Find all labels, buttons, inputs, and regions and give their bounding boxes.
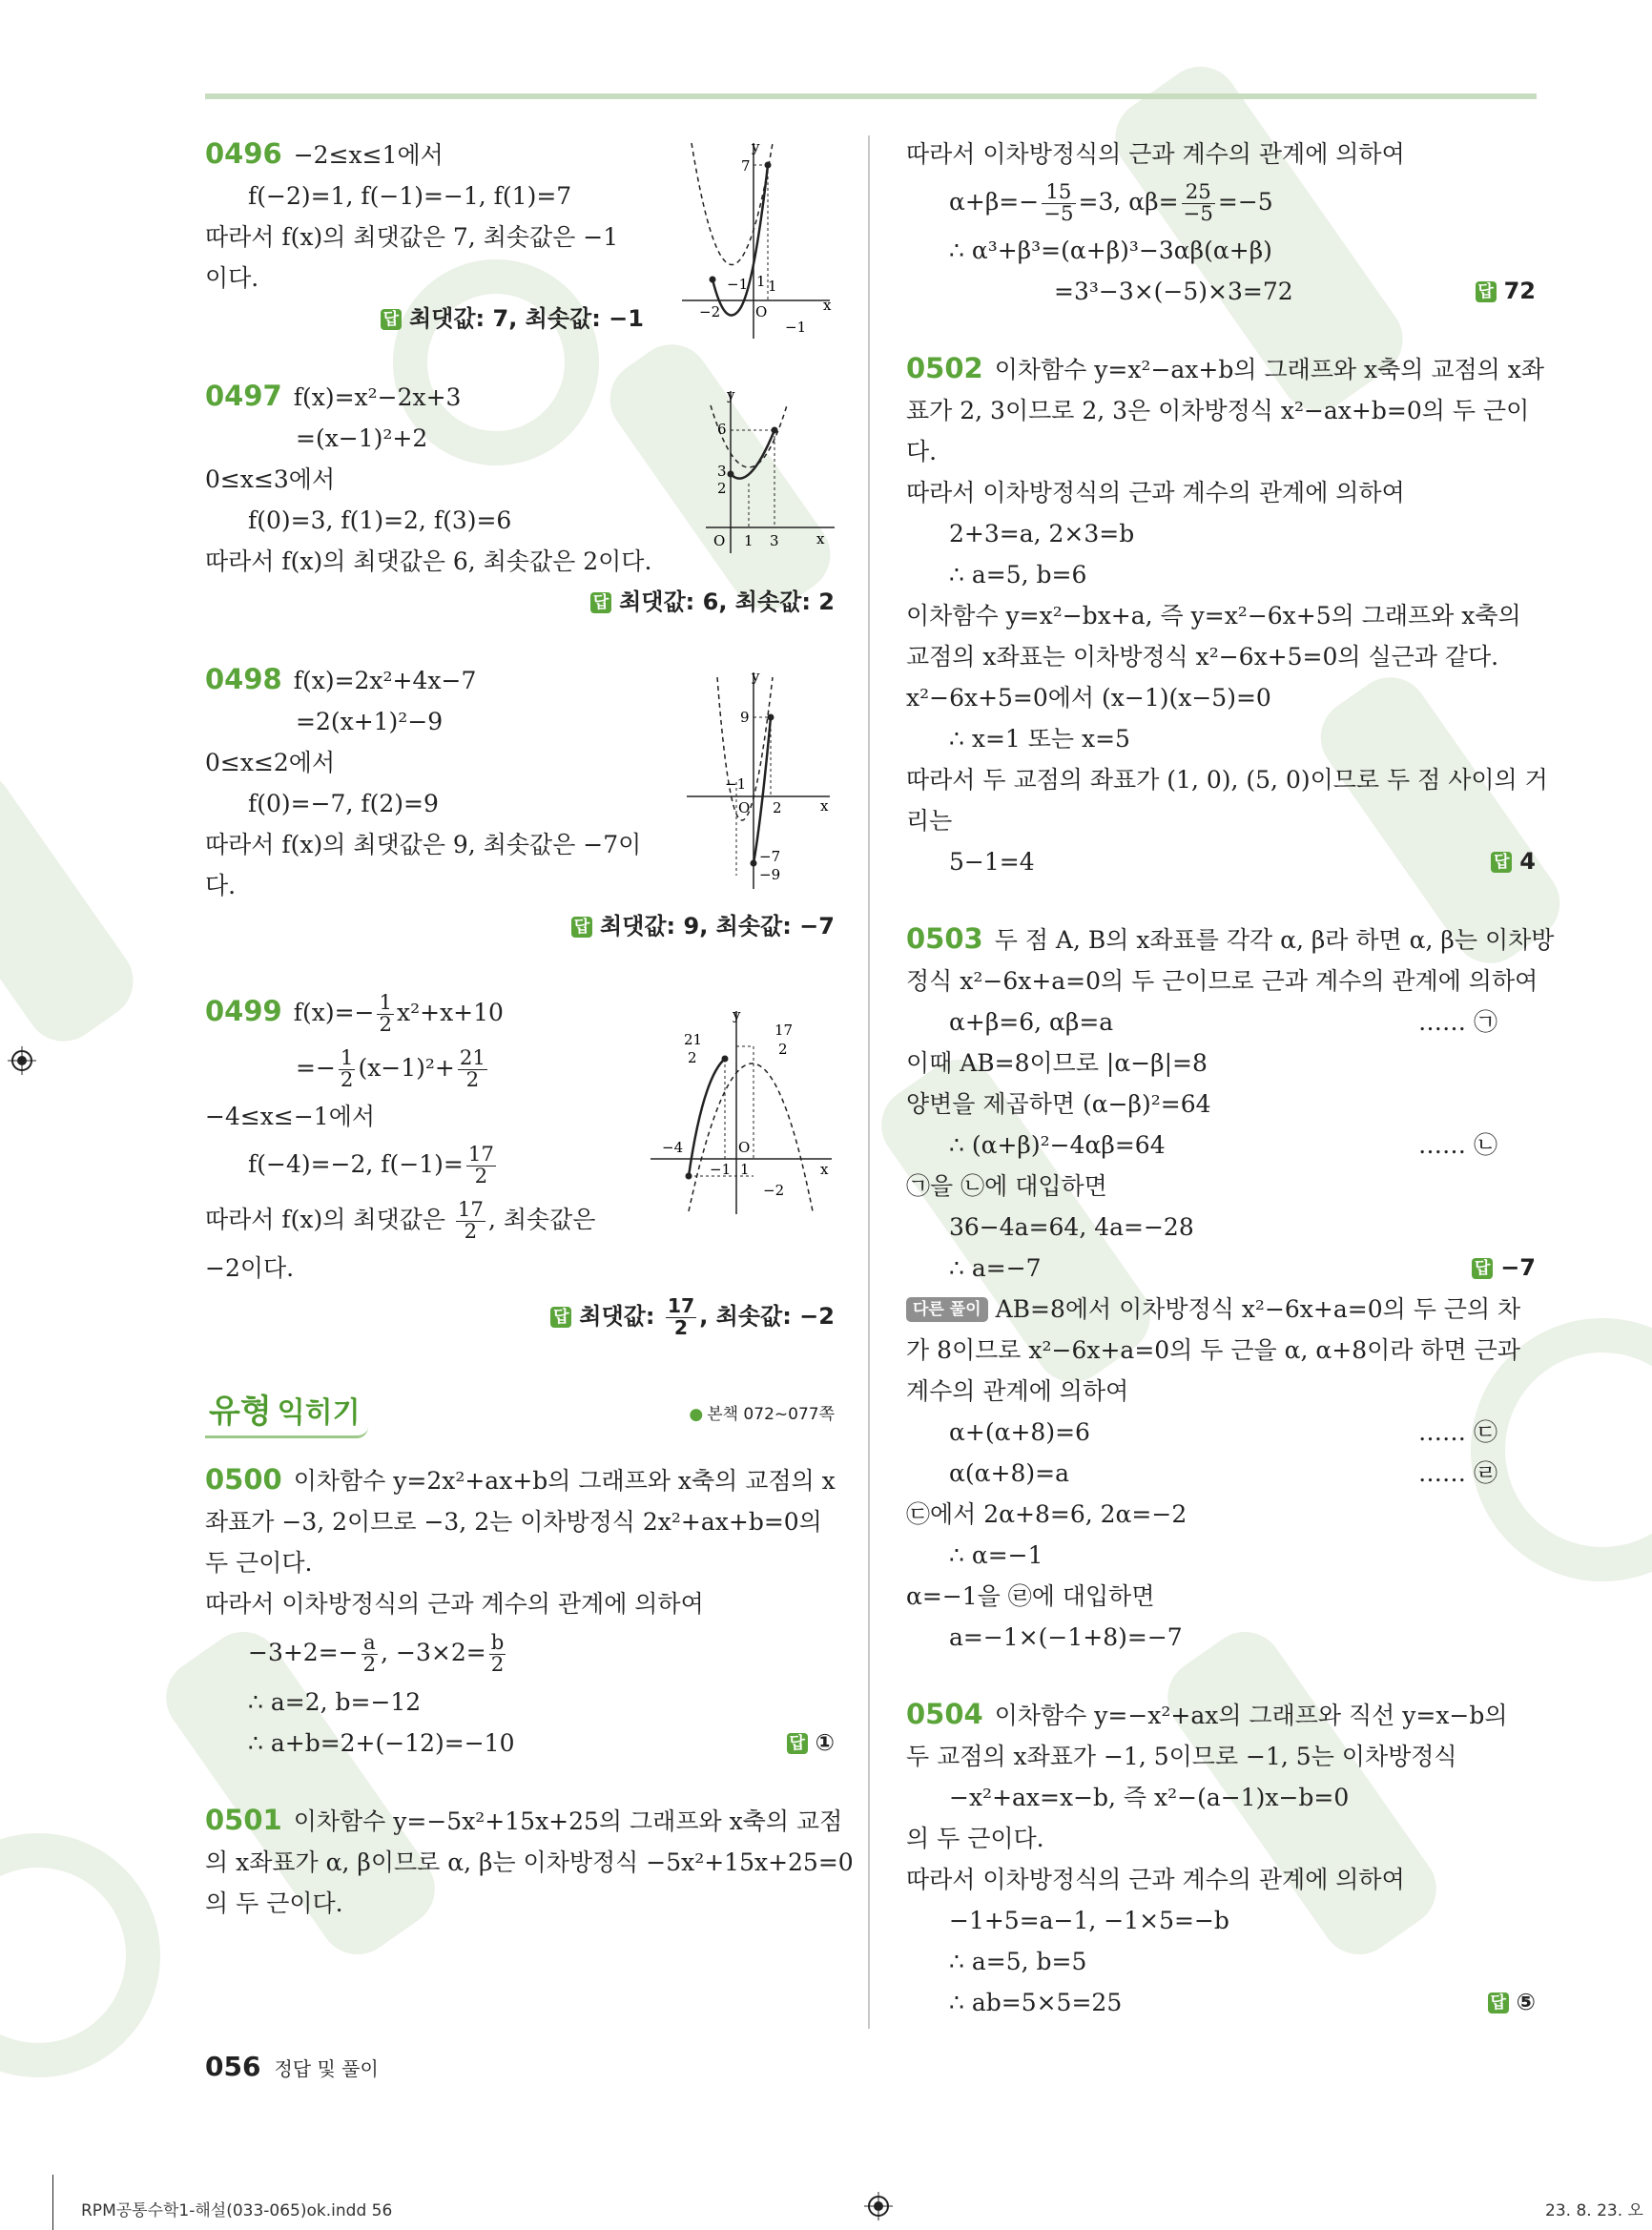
graph-0498 bbox=[677, 668, 839, 892]
equation-marker: …… ㉢ bbox=[1418, 1418, 1497, 1446]
answer-line bbox=[906, 1982, 1536, 2023]
svg-text:2: 2 bbox=[688, 1049, 697, 1066]
solution-line: f(x)=x²−2x+3 bbox=[293, 383, 462, 411]
problem-number: 0503 bbox=[906, 922, 983, 955]
svg-text:1: 1 bbox=[740, 1161, 750, 1178]
math-text: α+β=− bbox=[949, 188, 1040, 216]
solution-line: −2이다. bbox=[205, 1254, 295, 1282]
answer-line bbox=[205, 906, 835, 947]
solution-line: 36−4a=64, 4a=−28 bbox=[949, 1213, 1194, 1241]
section-header bbox=[205, 1392, 835, 1438]
solution-line: f(0)=−7, f(2)=9 bbox=[248, 790, 439, 817]
solution-line: ㉢에서 2α+8=6, 2α=−2 bbox=[906, 1500, 1187, 1528]
solution-line: 정식 x²−6x+a=0의 두 근이므로 근과 계수의 관계에 의하여 bbox=[906, 967, 1538, 995]
solution-line: 두 교점의 x좌표가 −1, 5이므로 −1, 5는 이차방정식 bbox=[906, 1743, 1457, 1770]
solution-line: 따라서 f(x)의 최댓값은 7, 최솟값은 −1 bbox=[205, 223, 619, 251]
section-title: 유형 익히기 bbox=[205, 1392, 368, 1438]
solution-line: 다. bbox=[205, 872, 237, 899]
solution-line: ∴ ab=5×5=25 bbox=[949, 1989, 1123, 2016]
solution-line: α(α+8)=a …… ㉣ bbox=[906, 1453, 1536, 1494]
section-reference: ● 본책 072~077쪽 bbox=[689, 1405, 835, 1424]
column-divider bbox=[868, 135, 870, 2029]
svg-text:1: 1 bbox=[744, 532, 754, 549]
solution-line: f(−2)=1, f(−1)=−1, f(1)=7 bbox=[248, 182, 572, 210]
svg-text:−2: −2 bbox=[763, 1182, 785, 1199]
solution-line: ∴ (α+β)²−4αβ=64 …… ㉡ bbox=[906, 1125, 1536, 1166]
svg-text:7: 7 bbox=[741, 157, 751, 175]
problem-0504 bbox=[906, 1694, 1536, 2023]
solution-line: =2(x+1)²−9 bbox=[296, 708, 444, 735]
math-text: 따라서 f(x)의 최댓값은 bbox=[205, 1206, 445, 1233]
solution-line: α=−1을 ㉣에 대입하면 bbox=[906, 1582, 1155, 1610]
solution-line: 이차함수 y=2x²+ax+b의 그래프와 x축의 교점의 x bbox=[293, 1467, 836, 1495]
math-text: =−5 bbox=[1217, 188, 1273, 216]
answer-line bbox=[906, 841, 1536, 882]
solution-line: 계수의 관계에 의하여 bbox=[906, 1377, 1129, 1405]
svg-text:y: y bbox=[752, 138, 760, 155]
solution-line: −1+5=a−1, −1×5=−b bbox=[949, 1907, 1229, 1934]
svg-text:−4: −4 bbox=[662, 1139, 684, 1156]
answer-text: 최댓값: 6, 최솟값: 2 bbox=[619, 588, 835, 615]
svg-text:x: x bbox=[823, 297, 832, 314]
graph-0496 bbox=[672, 138, 835, 343]
answer-tag: 답 bbox=[1472, 1258, 1493, 1279]
print-slug: RPM공통수학1-해설(033-065)ok.indd 56 bbox=[81, 2201, 393, 2220]
fraction: $\frac{15}{-5}$ bbox=[1043, 179, 1074, 226]
answer-line bbox=[205, 1289, 835, 1344]
solution-line: 의 두 근이다. bbox=[205, 1889, 343, 1917]
svg-text:3: 3 bbox=[717, 463, 727, 480]
equation-marker: …… ㉠ bbox=[1418, 1008, 1497, 1036]
math-text: =− bbox=[296, 1054, 336, 1082]
svg-text:x: x bbox=[816, 530, 825, 547]
svg-text:y: y bbox=[733, 1006, 741, 1023]
solution-line: 좌표가 −3, 2이므로 −3, 2는 이차방정식 2x²+ax+b=0의 bbox=[205, 1508, 822, 1536]
solution-line: =3³−3×(−5)×3=72 bbox=[1054, 278, 1293, 305]
svg-text:x: x bbox=[820, 1161, 829, 1178]
solution-line: ∴ α=−1 bbox=[949, 1541, 1043, 1569]
solution-line: 5−1=4 bbox=[949, 848, 1035, 876]
svg-text:y: y bbox=[727, 386, 735, 403]
solution-line: 교점의 x좌표는 이차방정식 x²−6x+5=0의 실근과 같다. bbox=[906, 643, 1499, 671]
fraction: $\frac{17}{2}$ bbox=[467, 1142, 494, 1188]
solution-line: 의 x좌표가 α, β이므로 α, β는 이차방정식 −5x²+15x+25=0 bbox=[205, 1848, 854, 1876]
solution-line: 따라서 두 교점의 좌표가 (1, 0), (5, 0)이므로 두 점 사이의 거 bbox=[906, 766, 1548, 794]
problem-number: 0496 bbox=[205, 137, 282, 170]
solution-line: 이다. bbox=[205, 264, 259, 292]
answer-text: 최댓값: 7, 최솟값: −1 bbox=[409, 305, 644, 332]
problem-number: 0500 bbox=[205, 1463, 282, 1496]
equation-marker: …… ㉡ bbox=[1418, 1131, 1497, 1159]
answer-text: 72 bbox=[1503, 278, 1536, 304]
solution-line: 따라서 f(x)의 최댓값은 6, 최솟값은 2이다. bbox=[205, 547, 652, 575]
page-number: 056 bbox=[205, 2051, 261, 2082]
svg-text:y: y bbox=[752, 668, 760, 685]
page-label: 정답 및 풀이 bbox=[274, 2057, 379, 2080]
answer-text: 최댓값: bbox=[579, 1303, 655, 1330]
svg-text:O: O bbox=[713, 532, 726, 549]
svg-text:1: 1 bbox=[768, 278, 777, 295]
answer-tag: 답 bbox=[1491, 852, 1512, 873]
svg-text:O: O bbox=[738, 799, 751, 816]
svg-text:3: 3 bbox=[770, 532, 779, 549]
solution-line: 따라서 이차방정식의 근과 계수의 관계에 의하여 bbox=[906, 140, 1405, 168]
problem-number: 0497 bbox=[205, 380, 282, 412]
solution-line: AB=8에서 이차방정식 x²−6x+a=0의 두 근의 차 bbox=[995, 1295, 1521, 1323]
solution-line: 따라서 이차방정식의 근과 계수의 관계에 의하여 bbox=[906, 1866, 1405, 1893]
math-text: f(x)=− bbox=[293, 999, 375, 1026]
problem-0503 bbox=[906, 919, 1555, 1658]
svg-text:−7: −7 bbox=[759, 848, 781, 865]
solution-line: 따라서 이차방정식의 근과 계수의 관계에 의하여 bbox=[205, 1590, 704, 1618]
svg-text:1: 1 bbox=[756, 273, 766, 290]
solution-line: 이차함수 y=x²−bx+a, 즉 y=x²−6x+5의 그래프와 x축의 bbox=[906, 602, 1521, 630]
math-text: x²+x+10 bbox=[397, 999, 504, 1026]
solution-line: ∴ a+b=2+(−12)=−10 bbox=[248, 1729, 515, 1757]
math-text: =3, αβ= bbox=[1078, 188, 1179, 216]
solution-line: 2+3=a, 2×3=b bbox=[949, 520, 1135, 547]
solution-line: −2≤x≤1에서 bbox=[293, 141, 444, 169]
math-text: , −3×2= bbox=[381, 1639, 486, 1666]
answer-tag: 답 bbox=[571, 917, 592, 938]
answer-text: ① bbox=[815, 1729, 835, 1756]
answer-line bbox=[906, 1248, 1536, 1289]
solution-line: 양변을 제곱하면 (α−β)²=64 bbox=[906, 1090, 1211, 1118]
page-footer bbox=[205, 2051, 379, 2082]
svg-text:−1: −1 bbox=[710, 1161, 732, 1178]
graph-0497 bbox=[696, 386, 839, 558]
answer-line bbox=[205, 582, 835, 623]
print-date: 23. 8. 23. 오 bbox=[1545, 2201, 1643, 2220]
svg-text:−1: −1 bbox=[785, 319, 807, 336]
graph-0499 bbox=[641, 1006, 841, 1216]
solution-line: 두 근이다. bbox=[205, 1549, 313, 1577]
solution-line: ∴ a=2, b=−12 bbox=[248, 1688, 422, 1716]
problem-number: 0499 bbox=[205, 995, 282, 1027]
solution-line: 따라서 이차방정식의 근과 계수의 관계에 의하여 bbox=[906, 479, 1405, 506]
svg-text:O: O bbox=[738, 1139, 751, 1156]
problem-0500 bbox=[205, 1459, 835, 1764]
solution-line: 표가 2, 3이므로 2, 3은 이차방정식 x²−ax+b=0의 두 근이 bbox=[906, 397, 1530, 424]
answer-tag: 답 bbox=[787, 1733, 808, 1754]
answer-tag: 답 bbox=[550, 1307, 571, 1328]
svg-text:x: x bbox=[820, 797, 829, 815]
svg-text:O: O bbox=[755, 303, 768, 320]
svg-text:−2: −2 bbox=[699, 303, 721, 320]
answer-line bbox=[906, 271, 1536, 312]
solution-line: 따라서 f(x)의 최댓값은 9, 최솟값은 −7이 bbox=[205, 831, 642, 858]
fraction: $\frac{1}{2}$ bbox=[340, 1045, 354, 1092]
fraction: $\frac{21}{2}$ bbox=[459, 1045, 485, 1092]
svg-text:17: 17 bbox=[774, 1022, 794, 1039]
math-text: −3+2=− bbox=[248, 1639, 359, 1666]
answer-text: −7 bbox=[1500, 1254, 1536, 1281]
problem-number: 0501 bbox=[205, 1804, 282, 1836]
registration-mark-icon bbox=[8, 1046, 36, 1075]
math-text: (x−1)²+ bbox=[358, 1054, 455, 1082]
problem-number: 0498 bbox=[205, 663, 282, 695]
answer-line bbox=[205, 1723, 835, 1764]
solution-line: 가 8이므로 x²−6x+a=0의 두 근을 α, α+8이라 하면 근과 bbox=[906, 1336, 1520, 1364]
solution-line: 이때 AB=8이므로 |α−β|=8 bbox=[906, 1049, 1208, 1077]
solution-line: −x²+ax=x−b, 즉 x²−(a−1)x−b=0 bbox=[949, 1784, 1350, 1811]
problem-0501 bbox=[205, 1800, 854, 1924]
problem-number: 0502 bbox=[906, 352, 983, 384]
answer-text: , 최솟값: −2 bbox=[699, 1303, 835, 1330]
math-text: , 최솟값은 bbox=[487, 1206, 596, 1233]
solution-line: f(x)=2x²+4x−7 bbox=[293, 667, 477, 694]
solution-line: ∴ a=5, b=6 bbox=[949, 561, 1087, 588]
crop-mark bbox=[52, 2175, 53, 2230]
svg-text:6: 6 bbox=[717, 421, 727, 438]
answer-text: 4 bbox=[1519, 848, 1536, 875]
fraction: $\frac{17}{2}$ bbox=[667, 1294, 695, 1339]
alternate-solution-tag: 다른 풀이 bbox=[906, 1297, 988, 1322]
svg-text:9: 9 bbox=[740, 709, 750, 726]
fraction: $\frac{25}{-5}$ bbox=[1183, 179, 1213, 226]
problem-0502 bbox=[906, 348, 1548, 882]
answer-tag: 답 bbox=[381, 309, 402, 330]
solution-line: 이차함수 y=−x²+ax의 그래프와 직선 y=x−b의 bbox=[994, 1702, 1508, 1729]
solution-line: 두 점 A, B의 x좌표를 각각 α, β라 하면 α, β는 이차방 bbox=[994, 926, 1555, 954]
svg-text:−9: −9 bbox=[759, 866, 781, 883]
right-column bbox=[906, 134, 1555, 2023]
solution-line: x²−6x+5=0에서 (x−1)(x−5)=0 bbox=[906, 684, 1271, 712]
svg-text:−1: −1 bbox=[727, 276, 749, 293]
solution-line: 0≤x≤3에서 bbox=[205, 465, 336, 493]
solution-line: 이차함수 y=x²−ax+b의 그래프와 x축의 교점의 x좌 bbox=[994, 356, 1544, 383]
registration-mark-icon bbox=[864, 2192, 893, 2220]
svg-text:2: 2 bbox=[773, 799, 782, 816]
fraction: $\frac{a}{2}$ bbox=[362, 1630, 377, 1677]
fraction: $\frac{b}{2}$ bbox=[490, 1630, 505, 1677]
solution-line: α+β=6, αβ=a …… ㉠ bbox=[906, 1001, 1536, 1043]
fraction: $\frac{1}{2}$ bbox=[379, 990, 393, 1037]
answer-text: ⑤ bbox=[1516, 1989, 1536, 2015]
solution-line: a=−1×(−1+8)=−7 bbox=[949, 1623, 1183, 1651]
svg-text:21: 21 bbox=[684, 1031, 703, 1048]
solution-line: α+(α+8)=6 …… ㉢ bbox=[906, 1412, 1536, 1453]
solution-line: 0≤x≤2에서 bbox=[205, 749, 336, 776]
header-rule bbox=[205, 93, 1537, 99]
answer-text: 최댓값: 9, 최솟값: −7 bbox=[600, 913, 835, 939]
solution-line: 다. bbox=[906, 438, 938, 465]
svg-text:2: 2 bbox=[717, 480, 727, 497]
fraction: $\frac{17}{2}$ bbox=[457, 1197, 484, 1244]
answer-tag: 답 bbox=[1488, 1993, 1509, 2013]
solution-line: 의 두 근이다. bbox=[906, 1825, 1044, 1852]
solution-line: ㉠을 ㉡에 대입하면 bbox=[906, 1172, 1107, 1200]
solution-line: f(0)=3, f(1)=2, f(3)=6 bbox=[248, 506, 512, 534]
problem-number: 0504 bbox=[906, 1698, 983, 1730]
solution-line: ∴ a=−7 bbox=[949, 1254, 1042, 1282]
solution-line: 이차함수 y=−5x²+15x+25의 그래프와 x축의 교점 bbox=[293, 1807, 843, 1835]
svg-text:−1: −1 bbox=[725, 775, 747, 793]
solution-line: =(x−1)²+2 bbox=[296, 424, 428, 452]
solution-line: ∴ x=1 또는 x=5 bbox=[949, 725, 1130, 753]
solution-line: ∴ α³+β³=(α+β)³−3αβ(α+β) bbox=[949, 237, 1272, 264]
solution-line: ∴ a=5, b=5 bbox=[949, 1948, 1087, 1975]
problem-0501-continued bbox=[906, 134, 1536, 312]
equation-marker: …… ㉣ bbox=[1418, 1459, 1497, 1487]
answer-tag: 답 bbox=[1476, 281, 1497, 302]
math-text: f(−4)=−2, f(−1)= bbox=[248, 1150, 464, 1178]
svg-text:2: 2 bbox=[778, 1041, 788, 1058]
answer-tag: 답 bbox=[590, 592, 611, 613]
solution-line: −4≤x≤−1에서 bbox=[205, 1103, 375, 1130]
solution-line: 리는 bbox=[906, 807, 953, 835]
